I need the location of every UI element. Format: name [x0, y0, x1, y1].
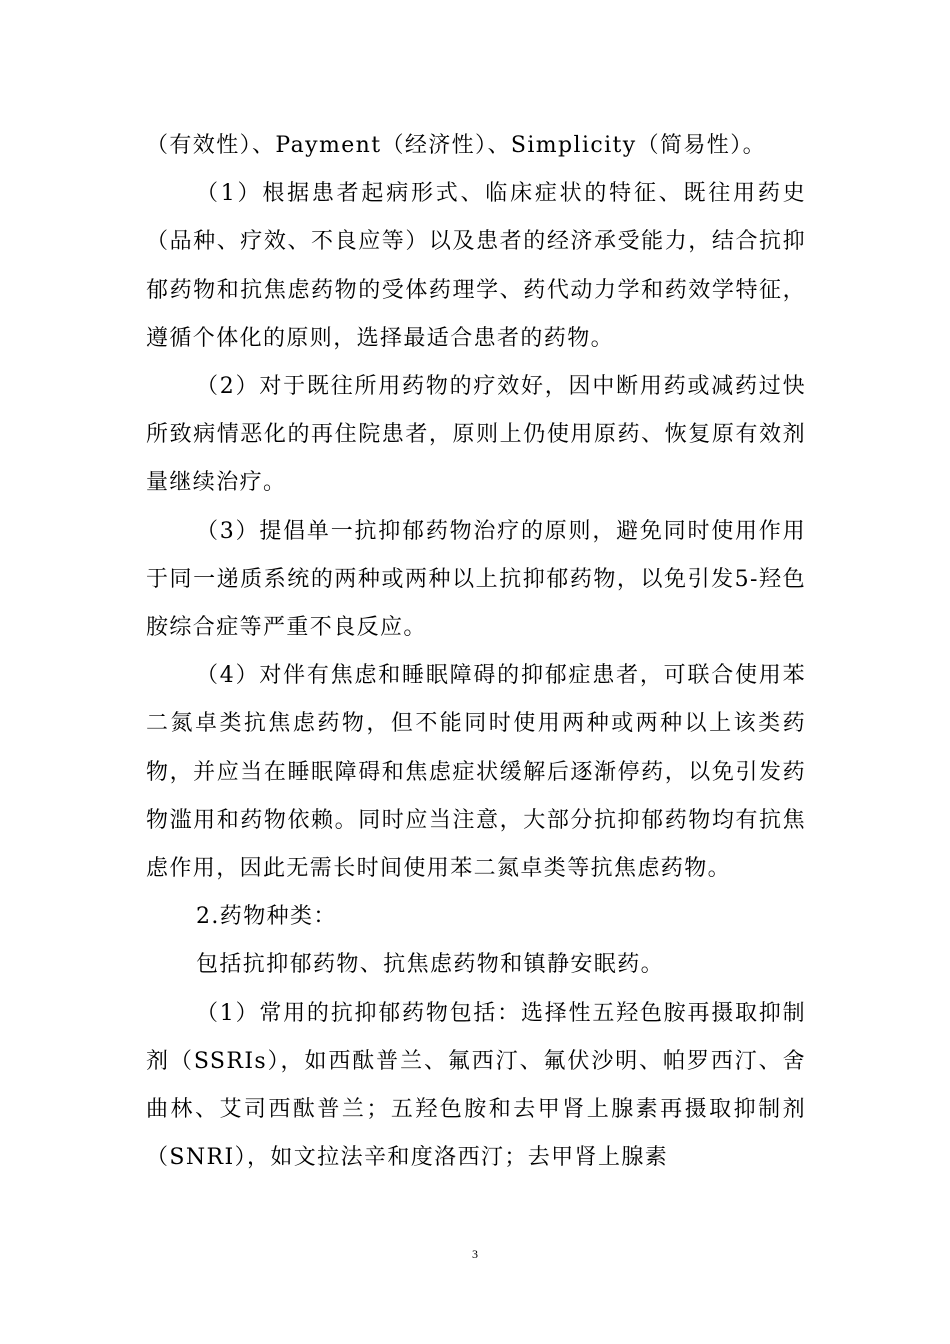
paragraph-principle-3: （3）提倡单一抗抑郁药物治疗的原则，避免同时使用作用于同一递质系统的两种或两种以上抗抑郁药物，以免引发5-羟色胺综合症等严重不良反应。 — [146, 518, 806, 641]
paragraph-antidepressants: （1）常用的抗抑郁药物包括：选择性五羟色胺再摄取抑制剂（SSRIs），如西酞普兰、氟西汀、氟伏沙明、帕罗西汀、舍曲林、艾司西酞普兰；五羟色胺和去甲肾上腺素再摄取抑制剂（SNRI），如文拉法辛和度洛西汀；去甲肾上腺素 — [146, 1000, 806, 1171]
paragraph-principle-4: （4）对伴有焦虑和睡眠障碍的抑郁症患者，可联合使用苯二氮卓类抗焦虑药物，但不能同时使用两种或两种以上该类药物，并应当在睡眠障碍和焦虑症状缓解后逐渐停药，以免引发药物滥用和药物依赖。同时应当注意，大部分抗抑郁药物均有抗焦虑作用，因此无需长时间使用苯二氮卓类等抗焦虑药物。 — [146, 663, 806, 882]
paragraph-continuation: （有效性）、Payment（经济性）、Simplicity（简易性）。 — [146, 133, 767, 158]
document-body — [146, 122, 806, 1182]
paragraph-principle-2: （2）对于既往所用药物的疗效好，因中断用药或减药过快所致病情恶化的再住院患者，原则上仍使用原药、恢复原有效剂量继续治疗。 — [146, 374, 806, 496]
paragraph-drug-categories: 包括抗抑郁药物、抗焦虑药物和镇静安眠药。 — [196, 952, 665, 978]
page-number: 3 — [472, 1247, 478, 1261]
paragraph-principle-1: （1）根据患者起病形式、临床症状的特征、既往用药史（品种、疗效、不良应等）以及患者的经济承受能力，结合抗抑郁药物和抗焦虑药物的受体药理学、药代动力学和药效学特征，遵循个体化的原则，选择最适合患者的药物。 — [146, 181, 806, 351]
section-heading-drug-types: 2.药物种类： — [196, 904, 337, 930]
